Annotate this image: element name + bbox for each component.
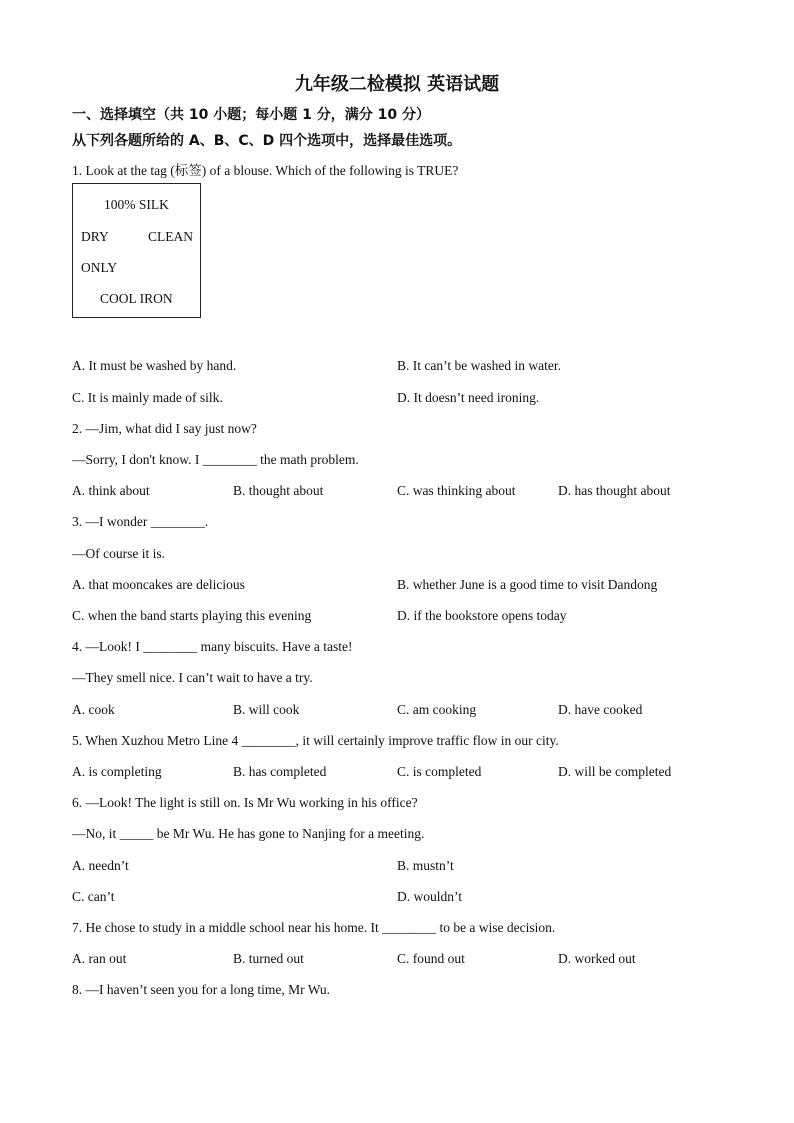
q2-option-c: C. was thinking about bbox=[397, 483, 516, 498]
q3-option-c: C. when the band starts playing this evening bbox=[72, 608, 312, 623]
section-heading: 一、选择填空（共 10 小题；每小题 1 分，满分 10 分） bbox=[72, 107, 430, 123]
q2-line-2: —Sorry, I don't know. I ________ the math problem. bbox=[72, 452, 359, 467]
q3-option-a: A. that mooncakes are delicious bbox=[72, 577, 245, 592]
q5-option-c: C. is completed bbox=[397, 764, 482, 779]
q7-option-d: D. worked out bbox=[558, 951, 636, 966]
section-instruction: 从下列各题所给的 A、B、C、D 四个选项中，选择最佳选项。 bbox=[72, 133, 462, 149]
q1-option-d: D. It doesn’t need ironing. bbox=[397, 390, 540, 405]
q6-option-a: A. needn’t bbox=[72, 858, 129, 873]
tag-line-iron: COOL IRON bbox=[100, 291, 173, 306]
q3-option-d: D. if the bookstore opens today bbox=[397, 608, 567, 623]
clothing-tag-box bbox=[72, 183, 201, 318]
q6-line-1: 6. —Look! The light is still on. Is Mr Wu working in his office? bbox=[72, 795, 418, 810]
q7-option-a: A. ran out bbox=[72, 951, 127, 966]
q4-option-d: D. have cooked bbox=[558, 702, 643, 717]
q8-line-1: 8. —I haven’t seen you for a long time, Mr Wu. bbox=[72, 982, 331, 997]
q5-option-a: A. is completing bbox=[72, 764, 162, 779]
q5-line-1: 5. When Xuzhou Metro Line 4 ________, it will certainly improve traffic flow in our city. bbox=[72, 733, 559, 748]
tag-line-silk: 100% SILK bbox=[104, 197, 169, 212]
q1-option-b: B. It can’t be washed in water. bbox=[397, 358, 561, 373]
q1-option-a: A. It must be washed by hand. bbox=[72, 358, 237, 373]
q7-option-c: C. found out bbox=[397, 951, 465, 966]
q4-line-1: 4. —Look! I ________ many biscuits. Have a taste! bbox=[72, 639, 353, 654]
q2-line-1: 2. —Jim, what did I say just now? bbox=[72, 421, 257, 436]
question-1-stem: 1. Look at the tag (标签) of a blouse. Which of the following is TRUE? bbox=[72, 163, 459, 178]
q2-option-d: D. has thought about bbox=[558, 483, 671, 498]
q6-option-d: D. wouldn’t bbox=[397, 889, 463, 904]
tag-word-dry: DRY bbox=[81, 229, 109, 244]
q3-line-2: —Of course it is. bbox=[72, 546, 165, 561]
q4-option-c: C. am cooking bbox=[397, 702, 477, 717]
q1-option-c: C. It is mainly made of silk. bbox=[72, 390, 223, 405]
q5-option-d: D. will be completed bbox=[558, 764, 672, 779]
q3-option-b: B. whether June is a good time to visit Dandong bbox=[397, 577, 658, 592]
q4-line-2: —They smell nice. I can’t wait to have a try. bbox=[72, 670, 313, 685]
q6-option-b: B. mustn’t bbox=[397, 858, 454, 873]
q6-option-c: C. can’t bbox=[72, 889, 115, 904]
q2-option-b: B. thought about bbox=[233, 483, 324, 498]
page-title: 九年级二检模拟 英语试题 bbox=[294, 74, 500, 95]
tag-word-only: ONLY bbox=[81, 260, 118, 275]
q7-option-b: B. turned out bbox=[233, 951, 304, 966]
q4-option-b: B. will cook bbox=[233, 702, 300, 717]
q6-line-2: —No, it _____ be Mr Wu. He has gone to Nanjing for a meeting. bbox=[72, 826, 425, 841]
q3-line-1: 3. —I wonder ________. bbox=[72, 514, 209, 529]
tag-word-clean: CLEAN bbox=[148, 229, 193, 244]
q4-option-a: A. cook bbox=[72, 702, 115, 717]
q2-option-a: A. think about bbox=[72, 483, 150, 498]
q7-line-1: 7. He chose to study in a middle school near his home. It ________ to be a wise decision. bbox=[72, 920, 556, 935]
q5-option-b: B. has completed bbox=[233, 764, 327, 779]
